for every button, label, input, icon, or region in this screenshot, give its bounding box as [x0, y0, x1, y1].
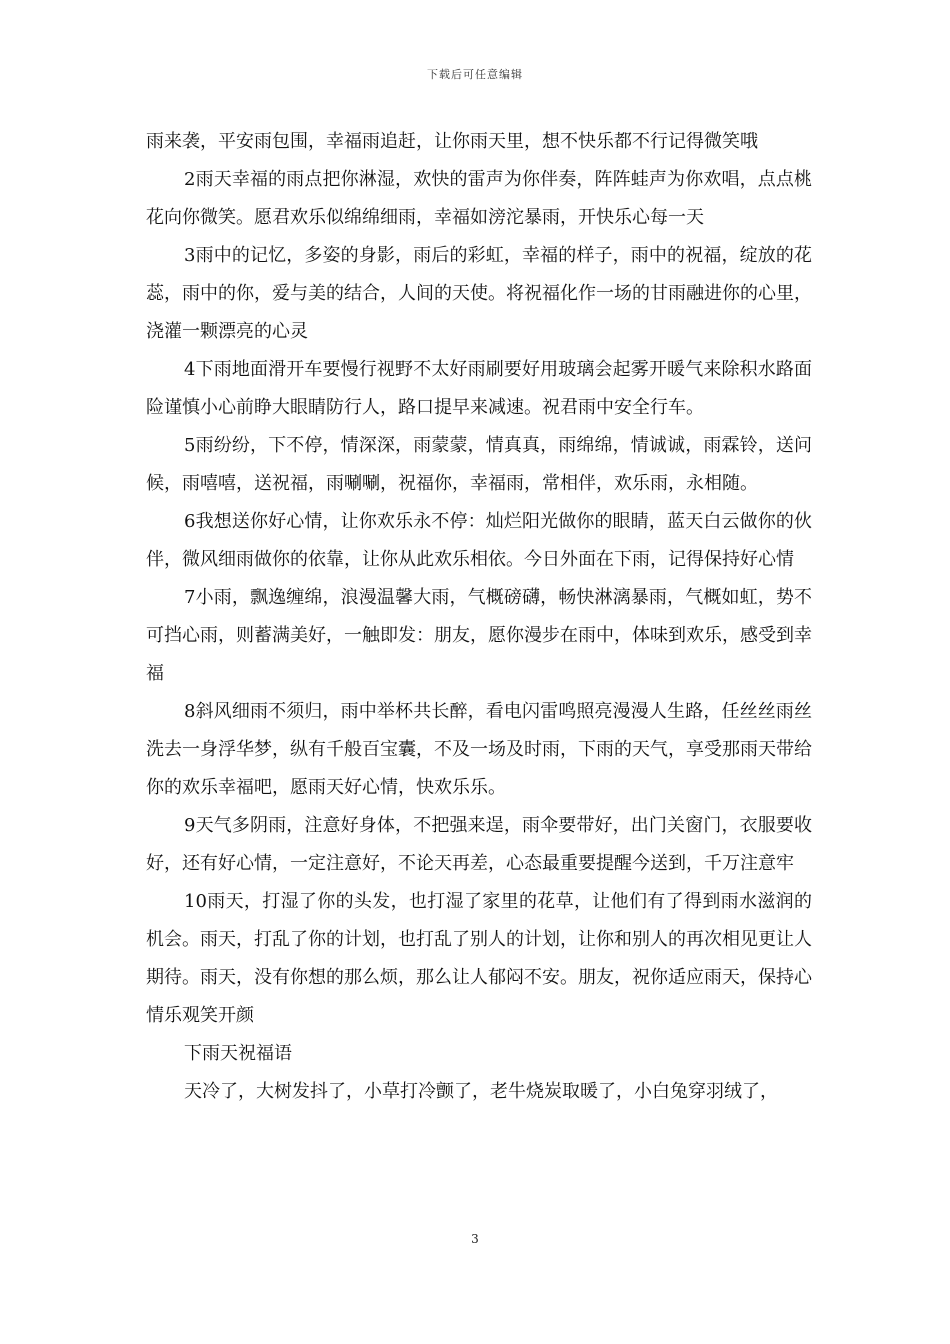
paragraph-5: 5雨纷纷，下不停，情深深，雨蒙蒙，情真真，雨绵绵，情诚诚，雨霖铃，送问候，雨嘻嘻，送祝福，雨唰唰，祝福你，幸福雨，常相伴，欢乐雨，永相随。 [146, 435, 812, 494]
page-header: 下载后可任意编辑 [427, 68, 523, 81]
section-heading: 下雨天祝福语 [184, 1043, 292, 1064]
paragraph-10: 10雨天，打湿了你的头发，也打湿了家里的花草，让他们有了得到雨水滋润的机会。雨天，打乱了你的计划，也打乱了别人的计划，让你和别人的再次相见更让人期待。雨天，没有你想的那么烦，那么让人郁闷不安。朋友，祝你适应雨天，保持心情乐观笑开颜 [146, 891, 812, 1026]
paragraph-4: 4下雨地面滑开车要慢行视野不太好雨刷要好用玻璃会起雾开暖气来除积水路面险谨慎小心前睁大眼睛防行人，路口提早来减速。祝君雨中安全行车。 [146, 359, 812, 418]
paragraph-continuation: 雨来袭，平安雨包围，幸福雨追赶，让你雨天里，想不快乐都不行记得微笑哦 [146, 131, 758, 152]
paragraph-7: 7小雨，飘逸缠绵，浪漫温馨大雨，气概磅礴，畅快淋漓暴雨，气概如虹，势不可挡心雨，则蓄满美好，一触即发：朋友，愿你漫步在雨中，体味到欢乐，感受到幸福 [146, 587, 812, 684]
document-body [146, 123, 812, 1111]
paragraph-section-start: 天冷了，大树发抖了，小草打冷颤了，老牛烧炭取暖了，小白兔穿羽绒了， [184, 1081, 778, 1102]
paragraph-6: 6我想送你好心情，让你欢乐永不停：灿烂阳光做你的眼睛，蓝天白云做你的伙伴，微风细雨做你的依靠，让你从此欢乐相依。今日外面在下雨，记得保持好心情 [146, 511, 812, 570]
paragraph-2: 2雨天幸福的雨点把你淋湿，欢快的雷声为你伴奏，阵阵蛙声为你欢唱，点点桃花向你微笑。愿君欢乐似绵绵细雨，幸福如滂沱暴雨，开快乐心每一天 [146, 169, 812, 228]
paragraph-9: 9天气多阴雨，注意好身体，不把强来逞，雨伞要带好，出门关窗门，衣服要收好，还有好心情，一定注意好，不论天再差，心态最重要提醒今送到，千万注意牢 [146, 815, 812, 874]
page-number: 3 [471, 1232, 479, 1246]
paragraph-8: 8斜风细雨不须归，雨中举杯共长醉，看电闪雷鸣照亮漫漫人生路，任丝丝雨丝洗去一身浮华梦，纵有千般百宝囊，不及一场及时雨，下雨的天气，享受那雨天带给你的欢乐幸福吧，愿雨天好心情，快欢乐乐。 [146, 701, 812, 798]
paragraph-3: 3雨中的记忆，多姿的身影，雨后的彩虹，幸福的样子，雨中的祝福，绽放的花蕊，雨中的你，爱与美的结合，人间的天使。将祝福化作一场的甘雨融进你的心里，浇灌一颗漂亮的心灵 [146, 245, 812, 342]
